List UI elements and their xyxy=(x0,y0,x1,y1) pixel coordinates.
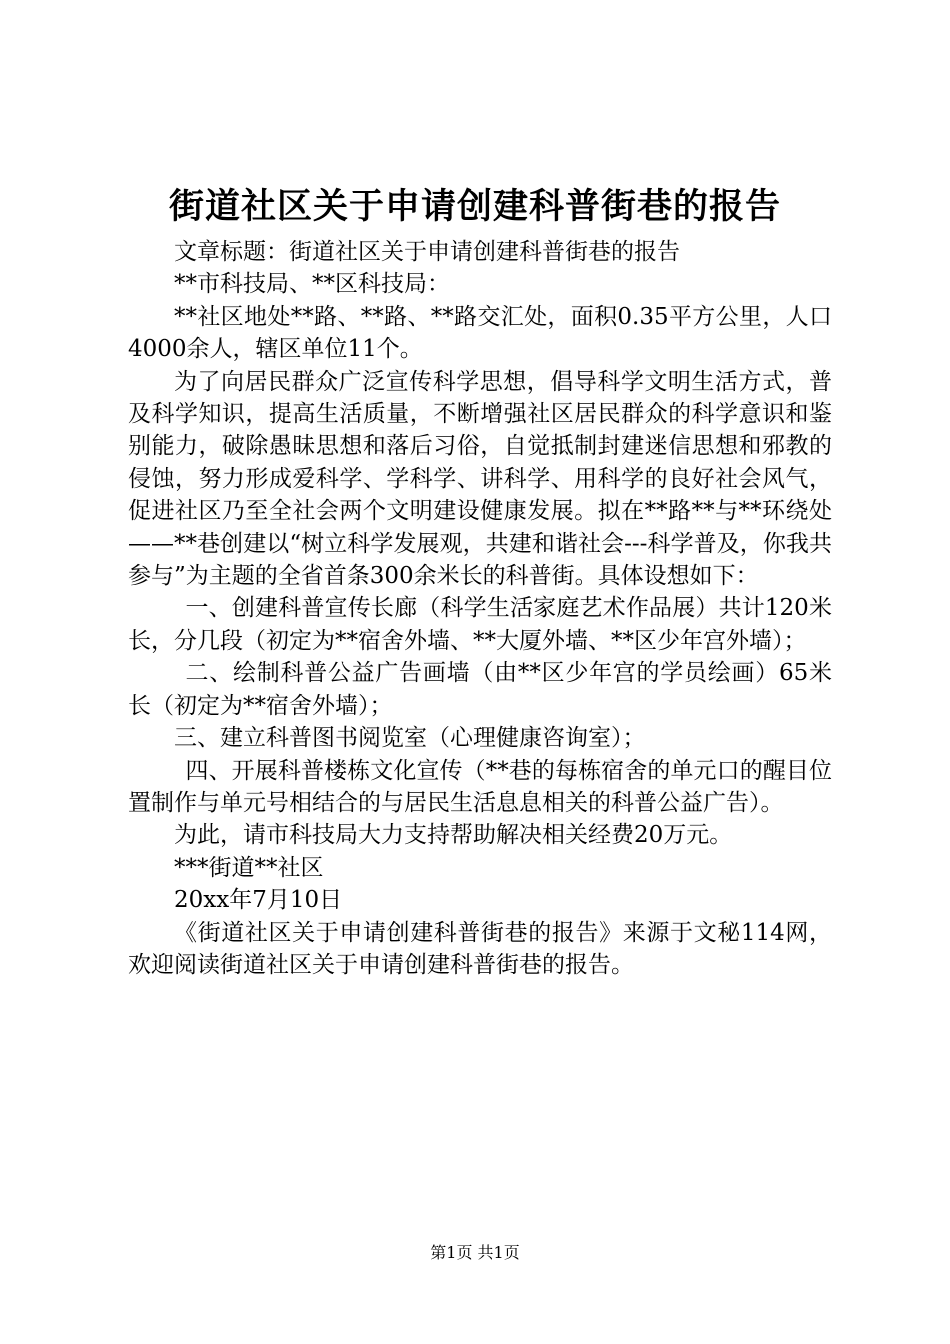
plan-item-4: 四、开展科普楼栋文化宣传（**巷的每栋宿舍的单元口的醒目位置制作与单元号相结合的与居民生活息息相关的科普公益广告）。 xyxy=(128,757,832,816)
date-line: 20xx年7月10日 xyxy=(174,887,343,914)
funding-request-paragraph: 为此，请市科技局大力支持帮助解决相关经费20万元。 xyxy=(174,822,733,849)
addressee-line: **市科技局、**区科技局： xyxy=(174,271,450,298)
plan-item-2: 二、绘制科普公益广告画墙（由**区少年宫的学员绘画）65米长（初定为**宿舍外墙）； xyxy=(128,660,832,719)
page-number-footer: 第1页 共1页 xyxy=(430,1243,520,1262)
source-note-paragraph: 《街道社区关于申请创建科普街巷的报告》来源于文秘114网，欢迎阅读街道社区关于申请创建科普街巷的报告。 xyxy=(128,919,832,978)
signature-line: ***街道**社区 xyxy=(174,854,324,881)
document-body xyxy=(128,236,832,981)
community-overview-paragraph: **社区地处**路、**路、**路交汇处，面积0.35平方公里，人口4000余人，辖区单位11个。 xyxy=(128,303,832,363)
document-title: 街道社区关于申请创建科普街巷的报告 xyxy=(168,186,781,227)
plan-item-3: 三、建立科普图书阅览室（心理健康咨询室）； xyxy=(174,725,646,752)
article-title-line: 文章标题：街道社区关于申请创建科普街巷的报告 xyxy=(174,239,680,265)
purpose-paragraph: 为了向居民群众广泛宣传科学思想，倡导科学文明生活方式，普及科学知识，提高生活质量，不断增强社区居民群众的科学意识和鉴别能力，破除愚昧思想和落后习俗，自觉抵制封建迷信思想和邪教的侵蚀，努力形成爱科学、学科学、讲科学、用科学的良好社会风气，促进社区乃至全社会两个文明建设健康发展。拟在**路**与**环绕处——**巷创建以“树立科学发展观，共建和谐社会---科学普及，你我共参与”为主题的全省首条300余米长的科普街。具体设想如下： xyxy=(128,368,832,590)
plan-item-1: 一、创建科普宣传长廊（科学生活家庭艺术作品展）共计120米长，分几段（初定为**宿舍外墙、**大厦外墙、**区少年宫外墙）； xyxy=(128,595,832,654)
